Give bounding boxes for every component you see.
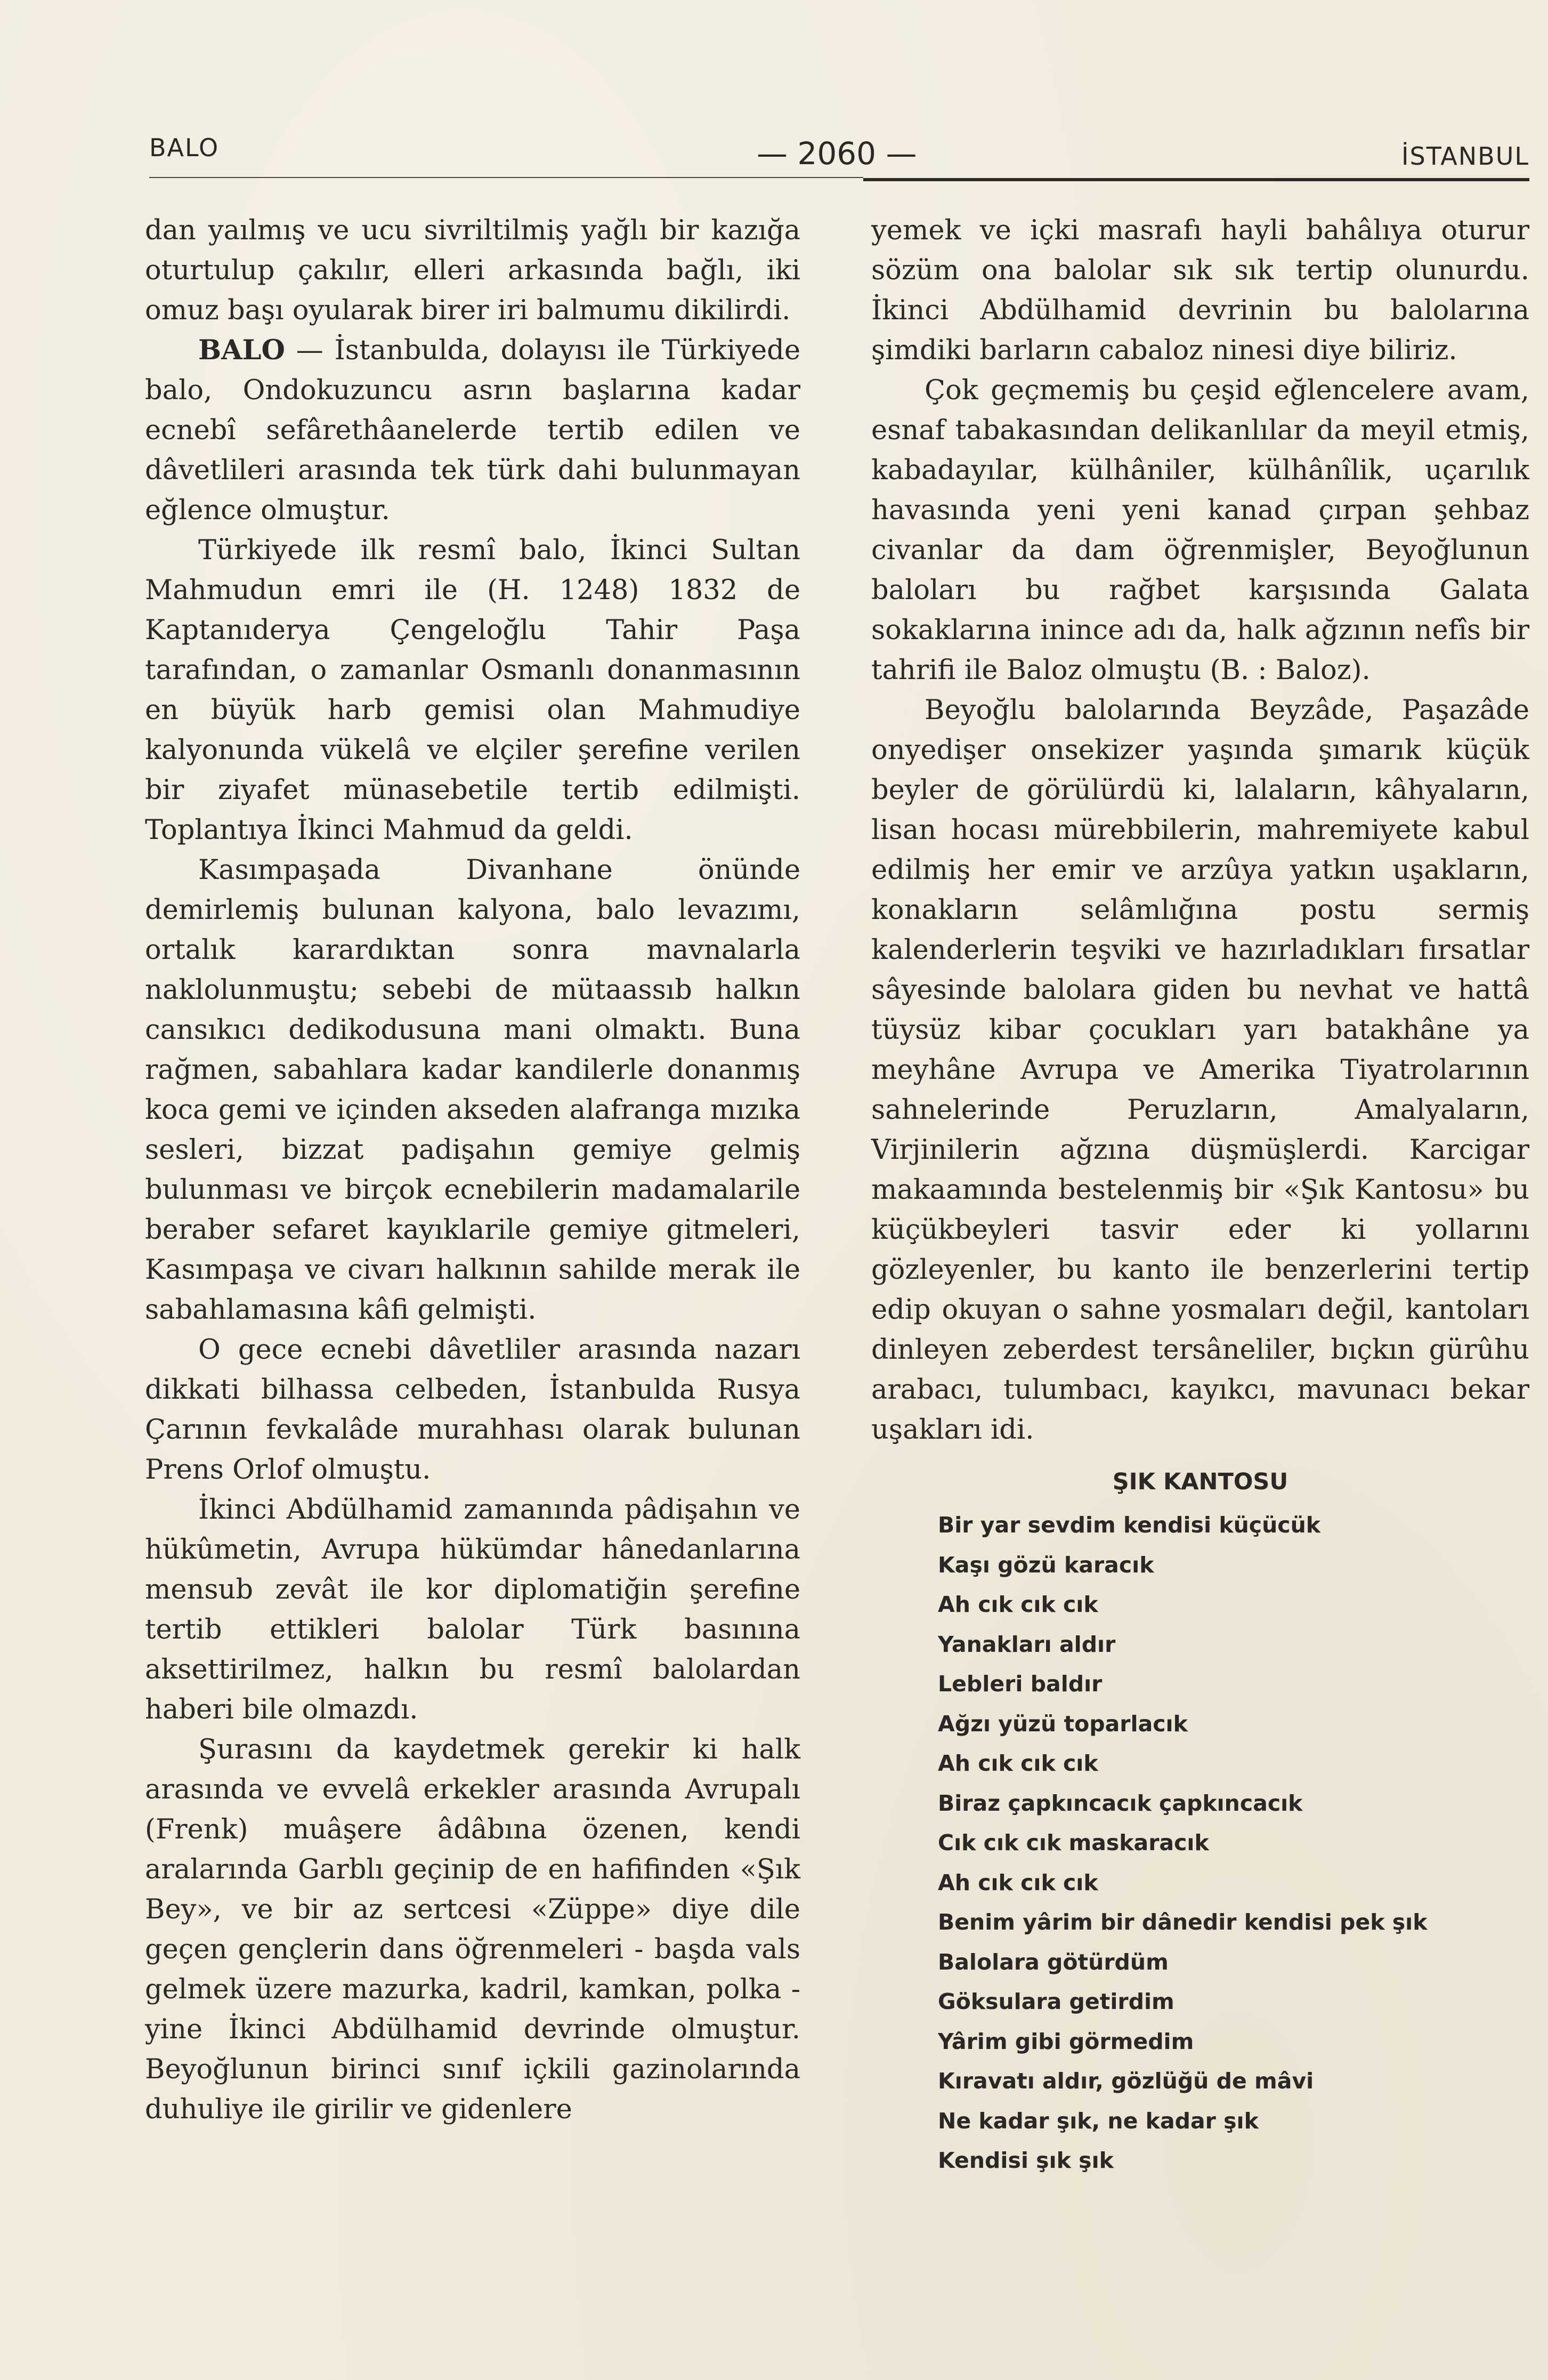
- poem-line: Ah cık cık cık: [938, 1592, 1098, 1617]
- header-publication-name: İSTANBUL: [1401, 142, 1529, 171]
- poem-line: Ne kadar şık, ne kadar şık: [938, 2108, 1259, 2134]
- poem-line: Balolara götürdüm: [938, 1949, 1169, 1975]
- poem-line: Ah cık cık cık: [938, 1869, 1098, 1895]
- poem-line: Yanakları aldır: [938, 1631, 1116, 1657]
- paragraph: Beyoğlu balolarında Beyzâde, Paşazâde onyedişer onsekizer yaşında şımarık küçük beyler de görülürdü ki, lalaların, kâhyaların, lisan hocası mürebbilerin, mahremiyete kabul edilmiş her emir ve arzûya yatkın uşakların, konakların selâmlığına postu sermiş kalenderlerin teşviki ve hazırladıkları fırsatlar sâyesinde balolara giden bu nevhat ve hattâ tüysüz kibar çocukları yarı batakhâne ya meyhâne Avrupa ve Amerika Tiyatrolarının sahnelerinde Peruzların, Amalyaların, Virjinilerin ağzına düşmüşlerdi. Karcigar makaamında bestelenmiş bir «Şık Kantosu» bu küçükbeyleri tasvir eder ki yollarını gözleyenler, bu kanto ile benzerlerini tertip edip okuyan o sahne yosmaları değil, kantoları dinleyen zeberdest tersâneliler, bıçkın gürûhu arabacı, tulumbacı, kayıkcı, mavunacı bekar uşakları idi.: [871, 695, 1529, 1446]
- poem-line: Göksulara getirdim: [938, 1989, 1174, 2014]
- poem-line: Lebleri baldır: [938, 1671, 1103, 1697]
- entry-paragraph-balo: [145, 330, 800, 530]
- poem-line: Yârim gibi görmedim: [938, 2028, 1194, 2054]
- poem-line: Bir yar sevdim kendisi küçücük: [938, 1512, 1321, 1538]
- entry-text: — İstanbulda, dolayısı ile Türkiyede balo, Ondokuzuncu asrın başlarına kadar ecnebî sefârethâanelerde tertib edilen ve dâvetlileri arasında tek türk dahi bulunmayan eğlence olmuştur.: [145, 335, 800, 526]
- paragraph: Kasımpaşada Divanhane önünde demirlemiş bulunan kalyona, balo levazımı, ortalık karardıktan sonra mavnalarla naklolunmuştu; sebebi de mütaassıb halkın cansıkıcı dedikodusuna mani olmaktı. Buna rağmen, sabahlara kadar kandilerle donanmış koca gemi ve içinden akseden alafranga mızıka sesleri, bizzat padişahın gemiye gelmiş bulunması ve birçok ecnebilerin madamalarile beraber sefaret kayıklarile gemiye gitmeleri, Kasımpaşa ve civarı halkının sahilde merak ile sabahlamasına kâfi gelmişti.: [145, 854, 800, 1326]
- poem-line: Benim yârim bir dânedir kendisi pek şık: [938, 1909, 1428, 1935]
- header-rule-thick: [863, 178, 1529, 181]
- entry-keyword: BALO: [198, 334, 285, 366]
- poem-line: Ağzı yüzü toparlacık: [938, 1711, 1188, 1737]
- right-column: [871, 211, 1529, 2181]
- poem-line: Biraz çapkıncacık çapkıncacık: [938, 1790, 1303, 1816]
- poem: [871, 1505, 1529, 2181]
- poem-line: Cık cık cık maskaracık: [938, 1830, 1209, 1855]
- paragraph: O gece ecnebi dâvetliler arasında nazarı dikkati bilhassa celbeden, İstanbulda Rusya Çarının fevkalâde murahhası olarak bulunan Prens Orlof olmuştu.: [145, 1334, 800, 1486]
- poem-title: ŞIK KANTOSU: [1112, 1469, 1288, 1495]
- paragraph: Çok geçmemiş bu çeşid eğlencelere avam, esnaf tabakasından delikanlılar da meyil etmiş, kabadayılar, külhâniler, külhânîlik, uçarılık havasında yeni yeni kanad çırpan şehbaz civanlar da dam öğrenmişler, Beyoğlunun baloları bu rağbet karşısında Galata sokaklarına inince adı da, halk ağzının nefîs bir tahrifi ile Baloz olmuştu (B. : Baloz).: [871, 375, 1529, 686]
- page-header: [149, 128, 1529, 176]
- paragraph: Şurasını da kaydetmek gerekir ki halk arasında ve evvelâ erkekler arasında Avrupalı (Frenk) muâşere âdâbına özenen, kendi aralarında Garblı geçinip de en hafifinden «Şık Bey», ve bir az sertcesi «Züppe» diye dile geçen gençlerin dans öğrenmeleri - başda vals gelmek üzere mazurka, kadril, kamkan, polka - yine İkinci Abdülhamid devrinde olmuştur. Beyoğlunun birinci sınıf içkili gazinolarında duhuliye ile girilir ve gidenlere: [145, 1734, 800, 2125]
- left-column: [145, 211, 800, 2129]
- paragraph: yemek ve içki masrafı hayli bahâlıya oturur sözüm ona balolar sık sık tertip olunurdu. İkinci Abdülhamid devrinin bu balolarına şimdiki barların cabaloz ninesi diye biliriz.: [871, 215, 1529, 366]
- header-rule-thin: [149, 177, 863, 178]
- header-section-title: BALO: [149, 133, 220, 162]
- poem-line: Kaşı gözü karacık: [938, 1552, 1154, 1578]
- paragraph: dan yaılmış ve ucu sivriltilmiş yağlı bir kazığa oturtulup çakılır, elleri arkasında bağlı, iki omuz başı oyularak birer iri balmumu dikilirdi.: [145, 215, 800, 326]
- poem-line: Kıravatı aldır, gözlüğü de mâvi: [938, 2068, 1314, 2094]
- paragraph: İkinci Abdülhamid zamanında pâdişahın ve hükûmetin, Avrupa hükümdar hânedanlarına mensub zevât ile kor diplomatiğin şerefine tertib ettikleri balolar Türk basınına aksettirilmez, halkın bu resmî balolardan haberi bile olmazdı.: [145, 1494, 800, 1725]
- poem-line: Kendisi şık şık: [938, 2148, 1114, 2173]
- page-number: — 2060 —: [757, 135, 917, 172]
- poem-line: Ah cık cık cık: [938, 1750, 1098, 1776]
- paragraph: Türkiyede ilk resmî balo, İkinci Sultan Mahmudun emri ile (H. 1248) 1832 de Kaptanıderya Çengeloğlu Tahir Paşa tarafından, o zamanlar Osmanlı donanmasının en büyük harb gemisi olan Mahmudiye kalyonunda vükelâ ve elçiler şerefine verilen bir ziyafet münasebetile tertib edilmişti. Toplantıya İkinci Mahmud da geldi.: [145, 535, 800, 846]
